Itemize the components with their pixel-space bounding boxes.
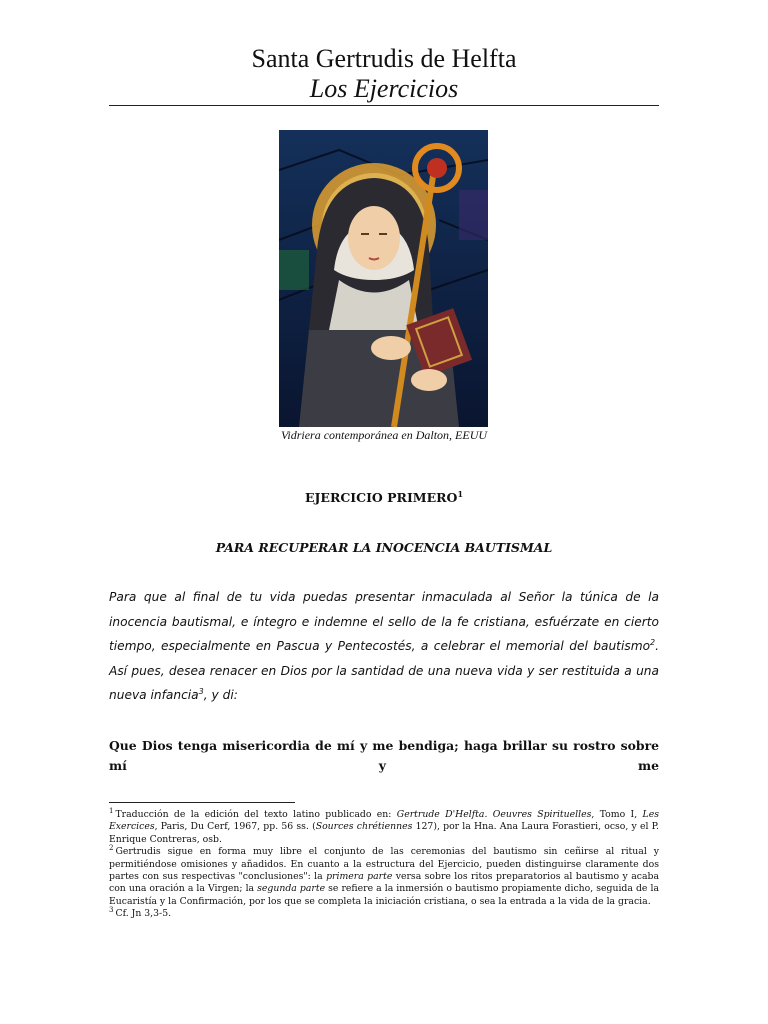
prayer-text: Que Dios tenga misericordia de mí y me bendiga; haga brillar su rostro sobre mí y me	[109, 738, 659, 773]
footnote-text: Sources chrétiennes	[315, 821, 413, 833]
footnote-text: se refiere a la inmersión o bautismo propiamente dicho, seguida de la Eucaristía y la Confirmación, por los que se completa la iniciación cristiana, o sea la entrada a la vida de la gracia.	[109, 883, 660, 907]
footnote-text: Gertrudis sigue en forma muy libre el conjunto de las ceremonias del bautismo sin ceñirse al ritual y permitiéndose omisiones y añadidos. En cuanto a la estructura del Ejercicio, pueden distinguirse claramente dos partes con sus respectivas "conclusiones": la	[109, 846, 659, 883]
footnote-ref-2[interactable]: 2	[650, 637, 656, 647]
document-title: Santa Gertrudis de Helfta	[251, 44, 517, 73]
footnote-divider	[109, 802, 295, 803]
footnote-number: 2	[109, 844, 114, 853]
footnote-text: 127), por la Hna. Ana Laura Forastieri, ocso, y el P. Enrique Contreras, osb.	[109, 821, 659, 845]
footnote-text: , Tomo I,	[591, 809, 643, 820]
footnote-text: Gertrude D'Helfta. Oeuvres Spirituelles	[396, 809, 592, 820]
footnote-number: 3	[109, 906, 114, 915]
footnote-text: segunda parte	[257, 883, 326, 895]
intro-text-part2: . Así pues, desea renacer en Dios por la santidad de una nueva vida y ser restituida a una nueva infancia	[109, 639, 659, 702]
exercise-heading-text: EJERCICIO PRIMERO	[304, 490, 458, 505]
footnote-number: 1	[109, 806, 114, 815]
intro-paragraph	[109, 585, 659, 708]
footnote-2	[109, 846, 659, 908]
footnote-text: primera parte	[326, 871, 393, 883]
footnote-text: Cf. Jn 3,3-5.	[115, 908, 172, 920]
intro-text-part1: Para que al final de tu vida puedas presentar inmaculada al Señor la túnica de la inocencia bautismal, e íntegro e indemne el sello de la fe cristiana, esfuérzate en cierto tiempo, especialmente en Pascua y Pentecostés, a celebrar el memorial del bautismo	[109, 590, 659, 653]
footnote-ref-3[interactable]: 3	[198, 686, 204, 696]
stained-glass-image	[279, 130, 488, 427]
footnotes	[109, 806, 660, 921]
footnote-text: , Paris, Du Cerf, 1967, pp. 56 ss. (	[154, 821, 316, 833]
exercise-subheading: PARA RECUPERAR LA INOCENCIA BAUTISMAL	[215, 540, 553, 555]
header-divider	[109, 105, 659, 106]
page-header	[0, 44, 768, 104]
footnote-3	[109, 908, 659, 920]
footnote-1	[109, 806, 659, 846]
image-caption: Vidriera contemporánea en Dalton, EEUU	[280, 428, 488, 442]
footnote-text: Les Exercices	[109, 809, 659, 833]
exercise-heading	[0, 490, 768, 505]
intro-text-part3: , y di:	[203, 688, 238, 702]
footnote-ref-1[interactable]: 1	[457, 488, 464, 499]
footnote-text: Traducción de la edición del texto latino publicado en:	[115, 809, 397, 820]
footnote-text: versa sobre los ritos preparatorios al bautismo y acaba con una oración a la Virgen; la	[109, 871, 659, 895]
document-subtitle: Los Ejercicios	[309, 74, 459, 103]
